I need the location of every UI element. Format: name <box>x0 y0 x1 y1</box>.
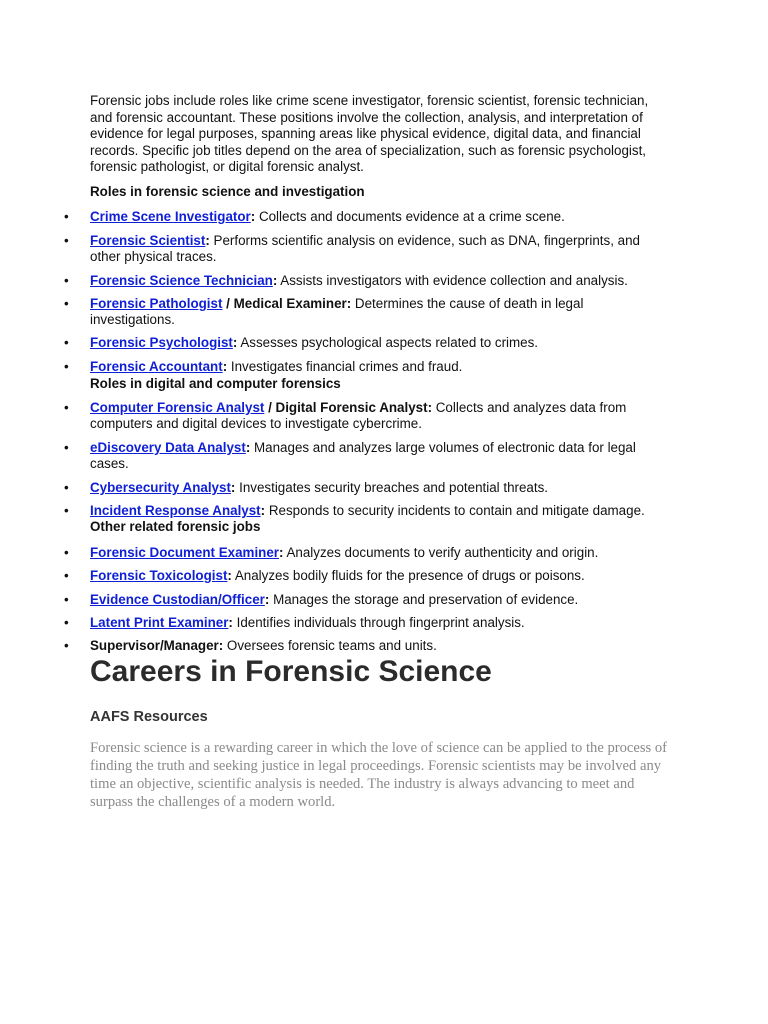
list-item <box>0 273 670 289</box>
bullet-icon: • <box>64 592 69 607</box>
careers-title: Careers in Forensic Science <box>90 655 492 688</box>
intro-paragraph: Forensic jobs include roles like crime scene investigator, forensic scientist, forensic technician, and forensic accountant. These positions involve the collection, analysis, and interpretation of evidence for legal purposes, spanning areas like physical evidence, digital data, and financial records. Specific job titles depend on the area of specialization, such as forensic psychologist, forensic pathologist, or digital forensic analyst. <box>90 93 649 175</box>
aafs-resources-heading: AAFS Resources <box>90 709 208 725</box>
role-description: Assists investigators with evidence collection and analysis. <box>277 273 628 288</box>
bullet-icon: • <box>64 233 69 248</box>
link-forensic-toxicologist[interactable]: Forensic Toxicologist <box>90 568 228 583</box>
bullet-icon: • <box>64 209 69 224</box>
bullet-icon: • <box>64 615 69 630</box>
digital-forensic-analyst-label: / Digital Forensic Analyst: <box>264 400 433 415</box>
link-forensic-document-examiner[interactable]: Forensic Document Examiner <box>90 545 280 560</box>
role-description: Investigates security breaches and potential threats. <box>235 480 549 495</box>
colon: : <box>250 209 256 224</box>
colon: : <box>245 440 251 455</box>
bullet-icon: • <box>64 335 69 350</box>
link-evidence-custodian-officer[interactable]: Evidence Custodian/Officer <box>90 592 265 607</box>
list-item <box>0 615 670 631</box>
list-item <box>0 440 670 472</box>
bullet-icon: • <box>64 400 69 415</box>
colon: : <box>227 568 232 583</box>
colon: : <box>228 615 233 630</box>
list-digital-roles <box>0 400 768 519</box>
list-item <box>0 568 670 584</box>
bullet-icon: • <box>64 638 69 653</box>
role-description: Assesses psychological aspects related to crimes. <box>237 335 539 350</box>
role-description: Analyzes documents to verify authenticity and origin. <box>283 545 599 560</box>
link-forensic-psychologist[interactable]: Forensic Psychologist <box>90 335 233 350</box>
bullet-icon: • <box>64 568 69 583</box>
list-item <box>0 503 670 519</box>
colon: : <box>279 545 284 560</box>
bullet-icon: • <box>64 359 69 374</box>
colon: : <box>272 273 278 288</box>
role-description: Performs scientific analysis on evidence, such as DNA, fingerprints, and other physical traces. <box>90 233 641 264</box>
bullet-icon: • <box>64 480 69 495</box>
role-description: Investigates financial crimes and fraud. <box>227 359 463 374</box>
list-item <box>0 233 670 265</box>
list-item <box>0 209 670 225</box>
list-other-roles <box>0 545 768 654</box>
role-description: Collects and documents evidence at a crime scene. <box>255 209 565 224</box>
colon: : <box>264 592 270 607</box>
link-crime-scene-investigator[interactable]: Crime Scene Investigator <box>90 209 251 224</box>
bullet-icon: • <box>64 273 69 288</box>
link-computer-forensic-analyst[interactable]: Computer Forensic Analyst <box>90 400 265 415</box>
bullet-icon: • <box>64 503 69 518</box>
role-description: Manages the storage and preservation of evidence. <box>269 592 579 607</box>
role-description: Responds to security incidents to contain and mitigate damage. <box>265 503 645 518</box>
section-heading-investigation: Roles in forensic science and investigation <box>90 184 365 199</box>
careers-paragraph: Forensic science is a rewarding career in which the love of science can be applied to the process of finding the truth and seeking justice in legal proceedings. Forensic scientists may be involved any time an objective, scientific analysis is needed. The industry is always advancing to meet and surpass the challenges of a modern world. <box>90 740 668 810</box>
list-item <box>0 335 670 351</box>
colon: : <box>205 233 210 248</box>
colon: : <box>230 480 236 495</box>
bullet-icon: • <box>64 545 69 560</box>
bullet-icon: • <box>64 440 69 455</box>
link-forensic-scientist[interactable]: Forensic Scientist <box>90 233 206 248</box>
list-item <box>0 480 670 496</box>
link-forensic-accountant[interactable]: Forensic Accountant <box>90 359 223 374</box>
link-forensic-science-technician[interactable]: Forensic Science Technician <box>90 273 273 288</box>
colon: : <box>232 335 238 350</box>
role-description: Manages and analyzes large volumes of electronic data for legal cases. <box>90 440 636 471</box>
medical-examiner-label: / Medical Examiner: <box>222 296 352 311</box>
supervisor-manager-label: Supervisor/Manager: <box>90 638 224 653</box>
list-item <box>0 592 670 608</box>
link-ediscovery-data-analyst[interactable]: eDiscovery Data Analyst <box>90 440 246 455</box>
link-incident-response-analyst[interactable]: Incident Response Analyst <box>90 503 261 518</box>
link-forensic-pathologist[interactable]: Forensic Pathologist <box>90 296 223 311</box>
role-description: Identifies individuals through fingerprint analysis. <box>232 615 525 630</box>
colon: : <box>260 503 266 518</box>
bullet-icon: • <box>64 296 69 311</box>
section-heading-other: Other related forensic jobs <box>90 519 261 534</box>
role-description: Analyzes bodily fluids for the presence of drugs or poisons. <box>231 568 585 583</box>
list-item <box>0 296 670 328</box>
role-description: Determines the cause of death in legal investigations. <box>90 296 584 327</box>
colon: : <box>222 359 228 374</box>
list-item <box>0 400 670 432</box>
link-latent-print-examiner[interactable]: Latent Print Examiner <box>90 615 229 630</box>
link-cybersecurity-analyst[interactable]: Cybersecurity Analyst <box>90 480 231 495</box>
section-heading-digital: Roles in digital and computer forensics <box>90 376 341 391</box>
list-item <box>0 545 670 561</box>
role-description: Collects and analyzes data from computers and digital devices to investigate cybercrime. <box>90 400 627 431</box>
list-item <box>0 359 670 375</box>
role-description: Oversees forensic teams and units. <box>223 638 437 653</box>
list-investigation-roles <box>0 209 768 375</box>
